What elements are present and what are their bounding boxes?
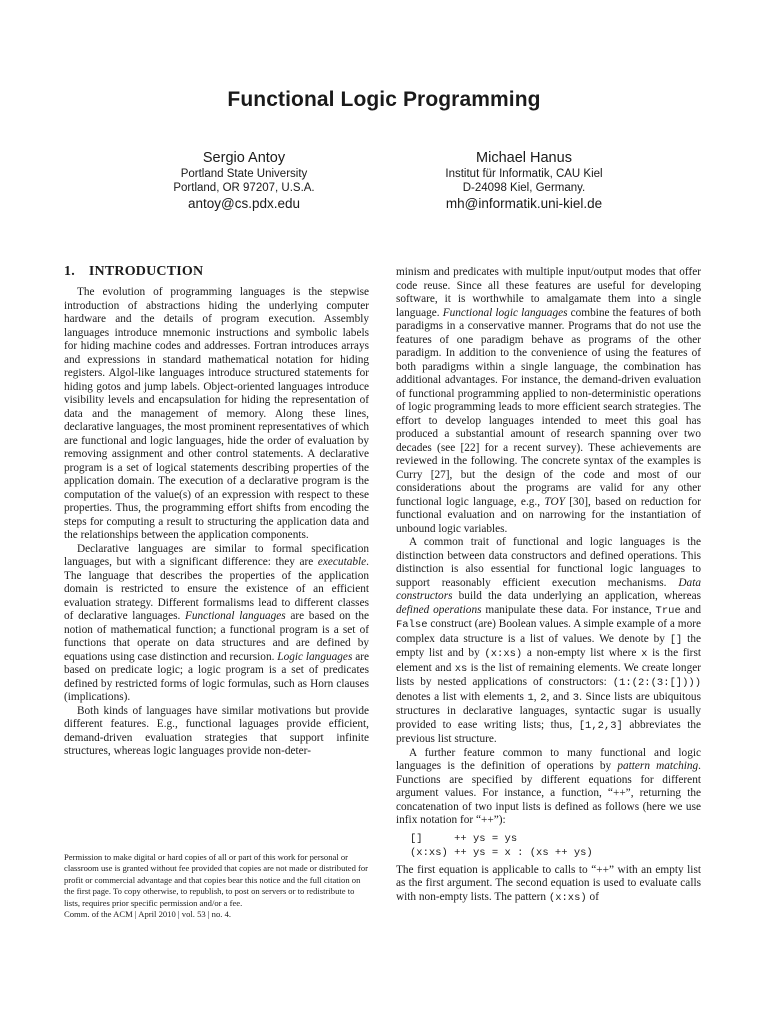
code-line: (x:xs) ++ ys = x : (xs ++ ys)	[410, 846, 593, 859]
section-heading	[64, 262, 369, 282]
code-line: [] ++ ys = ys	[410, 832, 518, 845]
left-column	[64, 262, 369, 759]
author-email: mh@informatik.uni-kiel.de	[445, 196, 603, 211]
author-name: Michael Hanus	[476, 150, 572, 166]
paper-title: Functional Logic Programming	[227, 88, 541, 111]
section-number: 1.	[64, 264, 75, 279]
paragraph: A further feature common to many functional and logic languages is the definition of operations by pattern matching. Functions are specified by different equations for different argument values. For instance, a function, “++”, returning the concatenation of two input lists is defined as follows (here we use infix notation for “++”):	[396, 746, 701, 826]
paragraph: minism and predicates with multiple input/output modes that offer code reuse. Since all these features are useful for developing software, it is worthwhile to amalgamate them into a single language. Functional logic languages combine the features of both paradigms in a conservative manner. Programs that do not use the features of one paradigm behave as programs of the other paradigm. In addition to the convenience of using the features of both paradigms within a single language, the combination has additional advantages. For instance, the demand-driven evaluation of functional programming applied to non-deterministic operations of logic programming leads to more efficient search strategies. The effort to develop languages intended to meet this goal has produced a substantial amount of research spanning over two decades (see [22] for a recent survey). These achievements are reviewed in the following. The concrete syntax of the examples is Curry [27], but the design of the code and most of our considerations about the programs are valid for any other functional logic language, e.g., TOY [30], based on reduction for functional evaluation and on narrowing for the instantiation of unbound logic variables.	[396, 266, 701, 535]
paragraph: Both kinds of languages have similar motivations but provide different features. E.g., functional laguages provide efficient, demand-driven evaluation strategies that support infinite structures, whereas logic languages provide non-deter-	[64, 704, 369, 757]
paragraph: The first equation is applicable to calls to “++” with an empty list as the first argument. The second equation is used to evaluate calls with non-empty lists. The pattern (x:xs) of	[396, 863, 701, 904]
paragraph: A common trait of functional and logic languages is the distinction between data constructors and defined operations. This distinction is also essential for functional logic languages to support reasonably efficient execution mechanisms. Data constructors build the data underlying an application, whereas defined operations manipulate these data. For instance, True and False construct (are) Boolean values. A simple example of a more complex data structure is a list of values. We denote by [] the empty list and by (x:xs) a non-empty list where x is the first element and xs is the list of remaining elements. We create longer lists by nested applications of constructors: (1:(2:(3:[]))) denotes a list with elements 1, 2, and 3. Since lists are ubiquitous structures in declarative languages, syntactic sugar is usually provided to ease writing lists; thus, [1,2,3] abbreviates the previous list structure.	[396, 536, 702, 745]
code-block	[410, 832, 701, 860]
author-affiliation: Institut für Informatik, CAU Kiel	[445, 168, 603, 180]
section-title: INTRODUCTION	[88, 264, 204, 279]
copyright-footnote	[64, 852, 372, 920]
author-address: Portland, OR 97207, U.S.A.	[173, 182, 315, 194]
author-block-antoy	[94, 150, 394, 212]
author-block-hanus	[374, 150, 674, 212]
paragraph: Declarative languages are similar to formal specification languages, but with a significant difference: they are executable. The language that describes the properties of the application domain is restricted to ensure the existence of an efficient evaluation strategy. Different formalisms lead to different classes of declarative languages. Functional languages are based on the notion of mathematical function; a functional program is a set of functions that operate on data structures and are defined by equations using case distinction and recursion. Logic languages are based on predicate logic; a logic program is a set of predicates defined by restricted forms of logic formulas, such as Horn clauses (implications).	[64, 542, 370, 703]
permission-notice: Permission to make digital or hard copies of all or part of this work for personal or classroom use is granted without fee provided that copies are not made or distributed for profit or commercial advantage and that copies bear this notice and the full citation on the first page. To copy otherwise, to republish, to post on servers or to redistribute to lists, requires prior specific permission and/or a fee.	[64, 852, 369, 908]
author-email: antoy@cs.pdx.edu	[187, 196, 301, 211]
author-name: Sergio Antoy	[202, 150, 286, 166]
right-column	[396, 266, 701, 905]
citation-line: Comm. of the ACM | April 2010 | vol. 53 | no. 4.	[64, 909, 232, 920]
author-affiliation: Portland State University	[180, 168, 308, 180]
author-address: D-24098 Kiel, Germany.	[462, 182, 586, 194]
paragraph: The evolution of programming languages is the stepwise introduction of abstractions hiding the underlying computer hardware and the details of program execution. Assembly languages introduce mnemonic instructions and symbolic labels for hiding machine codes and addresses. Fortran introduces arrays and expressions in standard mathematical notation for hiding registers. Algol-like languages introduce structured statements for hiding gotos and jump labels. Object-oriented languages introduce visibility levels and encapsulation for hiding the representation of data and the management of memory. Along these lines, declarative languages, the most prominent representatives of which are functional and logic languages, hide the order of evaluation by removing assignment and other control statements. A declarative program is a set of logical statements describing properties of the application domain. The execution of a declarative program is the computation of the value(s) of an expression with respect to these properties. Thus, the programming effort shifts from encoding the steps for computing a result to structuring the application data and the relationships between the application components.	[64, 286, 369, 541]
